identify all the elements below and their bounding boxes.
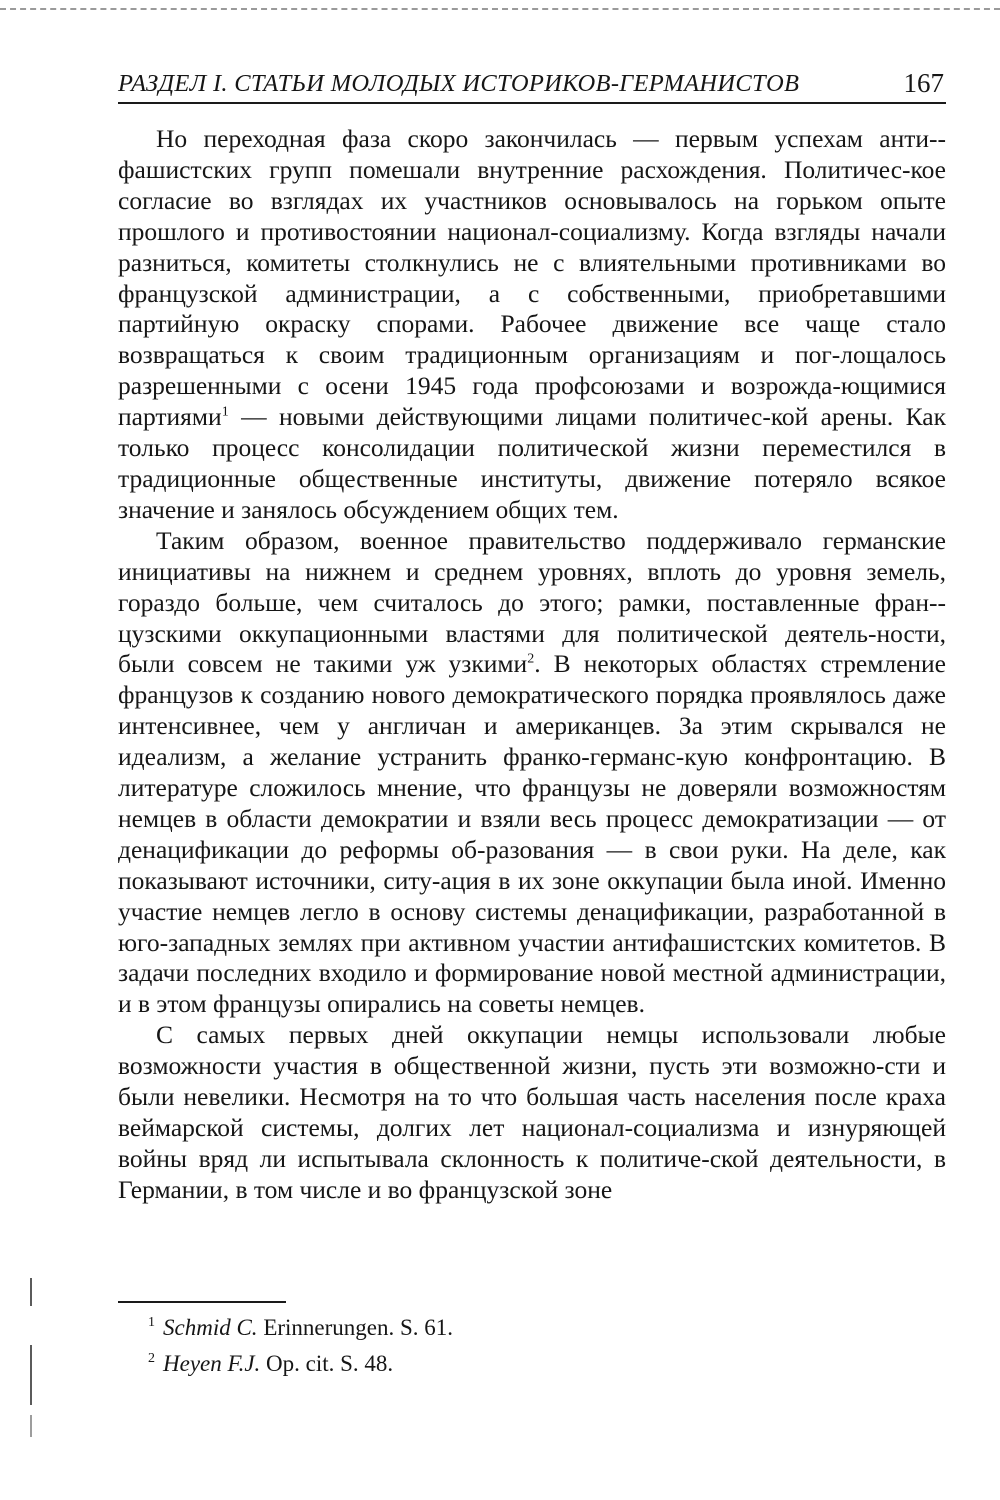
body-text xyxy=(118,124,946,1206)
paragraph-1-text-b: — новыми действующими лицами политичес-кой арены. Как только процесс консолидации политической жизни переместился в традиционные общественные институты, движение потеряло всякое значение и занялось обсуждением общих тем. xyxy=(118,402,946,524)
paragraph-1-text-a: Но переходная фаза скоро закончилась — первым успехам анти-фашистских групп помешали внутренние расхождения. Политичес-кое согласие во взглядах их участников основывалось на горьком опыте прошлого и противостоянии национал-социализму. Когда взгляды начали разниться, комитеты столкнулись не с влиятельными противниками во французской администрации, а с собственными, приобретавшими партийную окраску спорами. Рабочее движение все чаще стало возвращаться к своим традиционным организациям и пог-лощалось разрешенными с осени 1945 года профсоюзами и возрожда-ющимися партиями xyxy=(118,124,946,432)
footnotes xyxy=(148,1310,848,1382)
paragraph-2-text-b: . В некоторых областях стремление французов к созданию нового демократического порядка проявлялось даже интенсивнее, чем у англичан и американцев. За этим скрывался не идеализм, а желание устранить франко-германс-кую конфронтацию. В литературе сложилось мнение, что французы не доверяли возможностям немцев в области демократии и взяли весь процесс демократизации — от денацификации до реформы об-разования — в свои руки. На деле, как показывают источники, ситу-ация в их зоне оккупации была иной. Именно участие немцев легло в основу системы денацификации, разработанной в юго-западных землях при активном участии антифашистских комитетов. В задачи последних входило и формирование новой местной администрации, и в этом французы опирались на советы немцев. xyxy=(118,649,946,1019)
paragraph-3: С самых первых дней оккупации немцы использовали любые возможности участия в общественной жизни, пусть эти возможно-сти и были невелики. Несмотря на то что большая часть населения после краха веймарской системы, долгих лет национал-социализма и изнуряющей войны вряд ли испытывала склонность к политиче-ской деятельности, в Германии, в том числе и во французской зоне xyxy=(118,1020,946,1204)
footnote-author: Heyen F.J. xyxy=(163,1351,261,1376)
footnote-source: Op. cit. S. 48. xyxy=(260,1351,394,1376)
page-number: 167 xyxy=(903,68,944,98)
footnote-author: Schmid C. xyxy=(163,1315,258,1340)
footnote-ref-2: 2 xyxy=(527,651,535,667)
paragraph-2 xyxy=(118,526,946,1021)
paragraph-2-text-a: Таким образом, военное правительство поддерживало германские инициативы на нижнем и среднем уровнях, вплоть до уровня земель, гораздо больше, чем считалось до этого; рамки, поставленные фран-цузскими оккупационными властями для политической деятель-ности, были совсем не такими уж узкими xyxy=(118,525,946,679)
footnote-source: Erinnerungen. S. 61. xyxy=(257,1315,454,1340)
footnote-2 xyxy=(148,1346,848,1382)
footnote-marker: 2 xyxy=(148,1351,155,1367)
scan-margin-mark xyxy=(30,1415,32,1437)
paragraph-1 xyxy=(118,124,946,526)
footnote-marker: 1 xyxy=(148,1315,155,1331)
footnote-separator xyxy=(118,1301,286,1303)
page-header xyxy=(118,64,946,104)
scan-margin-mark xyxy=(30,1345,32,1405)
scan-margin-mark xyxy=(30,1278,32,1306)
running-head: РАЗДЕЛ I. СТАТЬИ МОЛОДЫХ ИСТОРИКОВ-ГЕРМАНИСТОВ xyxy=(118,70,800,97)
footnote-ref-1: 1 xyxy=(221,404,229,420)
scan-top-edge xyxy=(0,8,1000,10)
footnote-1 xyxy=(148,1310,848,1346)
